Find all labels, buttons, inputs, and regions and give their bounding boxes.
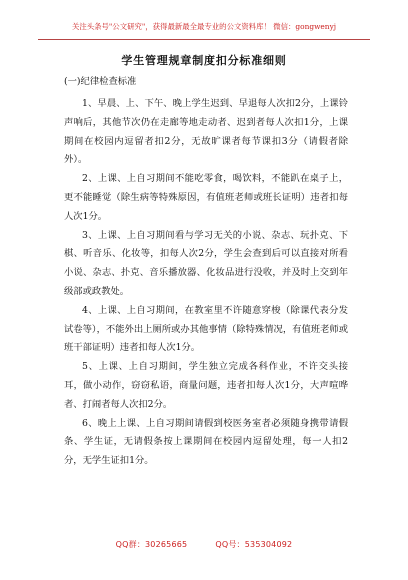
footer-qq-group: QQ群：30265665 [115, 540, 188, 549]
paragraph-2: 2、上课、上自习期间不能吃零食，喝饮料，不能趴在桌子上，更不能睡觉（除生病等特殊原因，有值班老师或班长证明）违者扣每人次1分。 [64, 173, 348, 222]
paragraph-4: 4、上课、上自习期间，在教室里不许随意穿梭（除课代表分发试卷等），不能外出上厕所或办其他事情（除特殊情况，有值班老师或班干部证明）违者扣每人次1分。 [64, 304, 348, 354]
header-banner: 关注头条号"公文研究"，获得最新最全最专业的公文资料库！ 微信：gongwenyj [71, 22, 337, 31]
document-title: 学生管理规章制度扣分标准细则 [121, 54, 287, 67]
paragraph-3: 3、上课、上自习期间看与学习无关的小说、杂志、玩扑克、下棋、听音乐、化妆等，扣每人次2分，学生会查到后可以直接对所看小说、杂志、扑克、音乐播放器、化妆品进行没收，并及时上交到年级部或政教处。 [64, 229, 348, 297]
paragraph-5: 5、上课、上自习期间，学生独立完成各科作业，不许交头接耳，做小动作，窃窃私语，商量问题，违者扣每人次1分，大声喧哗者、打闹者每人次扣2分。 [64, 361, 348, 410]
footer-qq-number: QQ号：535304092 [215, 540, 293, 549]
paragraph-6: 6、晚上上课、上自习期间请假到校医务室者必须随身携带请假条、学生证，无请假条按上课期间在校园内逗留处理，每一人扣2分，无学生证扣1分。 [64, 417, 348, 467]
paragraph-1: 1、早晨、上、下午、晚上学生迟到、早退每人次扣2分，上课铃声响后，其他节次仍在走廊等地走动者、迟到者每人次扣1分，上课期间在校园内逗留者扣2分，无故旷课者每节课扣3分（请假者除外）。 [64, 98, 348, 166]
header-divider [38, 39, 370, 40]
footer-contact [0, 539, 408, 550]
document-body [64, 95, 348, 471]
section-heading: (一)纪律检查标准 [64, 76, 137, 87]
